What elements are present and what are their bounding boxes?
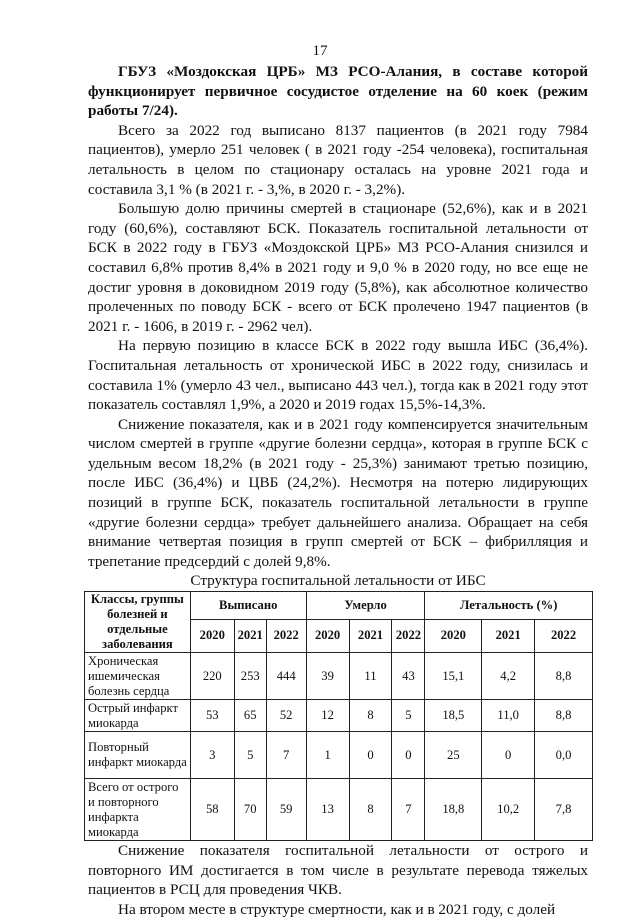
table-cell: 10,2	[482, 779, 535, 841]
table-cell: 25	[425, 732, 482, 779]
table-cell: 18,5	[425, 700, 482, 732]
row-label: Хроническая ишемическая болезнь сердца	[85, 653, 191, 700]
table-cell: 7,8	[535, 779, 593, 841]
table-cell: 0	[392, 732, 425, 779]
group-header-discharged: Выписано	[190, 592, 306, 620]
table-cell: 12	[306, 700, 349, 732]
paragraph: На втором месте в структуре смертности, как и в 2021 году, с долей	[118, 900, 556, 918]
table-cell: 5	[234, 732, 266, 779]
year-header: 2020	[425, 619, 482, 652]
table-cell: 5	[392, 700, 425, 732]
table-cell: 253	[234, 653, 266, 700]
year-header: 2022	[535, 619, 593, 652]
page-body	[88, 62, 588, 919]
table-cell: 18,8	[425, 779, 482, 841]
table-cell: 444	[266, 653, 306, 700]
year-header: 2021	[234, 619, 266, 652]
table-cell: 0,0	[535, 732, 593, 779]
year-header: 2022	[392, 619, 425, 652]
table-cell: 8	[349, 779, 392, 841]
table-cell: 7	[266, 732, 306, 779]
table-cell: 65	[234, 700, 266, 732]
table-cell: 8	[349, 700, 392, 732]
table-cell: 4,2	[482, 653, 535, 700]
page-number: 17	[312, 43, 328, 59]
table-cell: 52	[266, 700, 306, 732]
table-row	[85, 653, 593, 700]
table-cell: 70	[234, 779, 266, 841]
table-cell: 11,0	[482, 700, 535, 732]
column-header-class: Классы, группы болезней и отдельные заболевания	[85, 592, 191, 653]
row-label: Острый инфаркт миокарда	[85, 700, 191, 732]
section-heading: ГБУЗ «Моздокская ЦРБ» МЗ РСО-Алания, в составе которой функционирует первичное сосудистое отделение на 60 коек (режим работы 7/24).	[88, 63, 588, 120]
table-cell: 0	[349, 732, 392, 779]
table-cell: 43	[392, 653, 425, 700]
table-caption: Структура госпитальной летальности от ИБС	[190, 572, 486, 590]
table-cell: 8,8	[535, 700, 593, 732]
table-cell: 13	[306, 779, 349, 841]
table-cell: 8,8	[535, 653, 593, 700]
row-label: Повторный инфаркт миокарда	[85, 732, 191, 779]
table-cell: 3	[190, 732, 234, 779]
table-row	[85, 732, 593, 779]
paragraph: Всего за 2022 год выписано 8137 пациентов (в 2021 году 7984 пациентов), умерло 251 человек ( в 2021 году -254 человека), госпитальная летальность в целом по стационару осталась на уровне 2021 года и составила 3,1 % (в 2021 г. - 3,%, в 2020 г. - 3,2%).	[88, 121, 588, 198]
paragraph: Большую долю причины смертей в стационаре (52,6%), как и в 2021 году (60,6%), составляют БСК. Показатель госпитальной летальности от БСК в 2022 году в ГБУЗ «Моздокской ЦРБ» МЗ РСО-Алания снизился и составил 6,8% против 8,4% в 2021 году и 9,0 % в 2020 году, но все еще не достиг уровня в доковидном 2019 году (5,8%), как абсолютное количество пролеченных по поводу БСК - всего от БСК пролечено 1947 пациентов (в 2021 г. - 1606, в 2019 г. - 2962 чел).	[88, 200, 588, 335]
table-cell: 7	[392, 779, 425, 841]
paragraph: На первую позицию в классе БСК в 2022 году вышла ИБС (36,4%). Госпитальная летальность от хронической ИБС в 2022 году, снизилась и составила 1% (умерло 43 чел., выписано 443 чел.), тогда как в 2021 году этот показатель составлял 1,9%, а 2020 и 2019 годах 15,5%-14,3%.	[88, 337, 588, 414]
year-header: 2022	[266, 619, 306, 652]
paragraph: Снижение показателя госпитальной летальности от острого и повторного ИМ достигается в том числе в результате перевода тяжелых пациентов в РСЦ для проведения ЧКВ.	[88, 842, 588, 899]
group-header-died: Умерло	[306, 592, 425, 620]
table-cell: 59	[266, 779, 306, 841]
table-cell: 58	[190, 779, 234, 841]
year-header: 2021	[349, 619, 392, 652]
table-cell: 11	[349, 653, 392, 700]
group-header-lethality: Летальность (%)	[425, 592, 593, 620]
year-header: 2020	[190, 619, 234, 652]
table-row	[85, 700, 593, 732]
paragraph: Снижение показателя, как и в 2021 году компенсируется значительным числом смертей в группе «другие болезни сердца», которая в группе БСК с удельным весом 18,2% (в 2021 году - 25,3%) занимают третью позицию, после ИБС (36,4%) и ЦВБ (24,2%). Несмотря на потерю лидирующих позиций в группе БСК, показатель госпитальной летальности в группе «другие болезни сердца» требует дальнейшего анализа. Обращает на себя внимание четвертая позиция в групп смертей от БСК – фибрилляция и трепетание предсердий с долей 9,8%.	[88, 415, 588, 570]
row-label: Всего от острого и повторного инфаркта миокарда	[85, 779, 191, 841]
table-cell: 39	[306, 653, 349, 700]
table-cell: 0	[482, 732, 535, 779]
year-header: 2021	[482, 619, 535, 652]
table-row	[85, 779, 593, 841]
ibs-mortality-table	[84, 591, 593, 841]
table-cell: 15,1	[425, 653, 482, 700]
table-cell: 53	[190, 700, 234, 732]
table-cell: 220	[190, 653, 234, 700]
year-header: 2020	[306, 619, 349, 652]
table-cell: 1	[306, 732, 349, 779]
